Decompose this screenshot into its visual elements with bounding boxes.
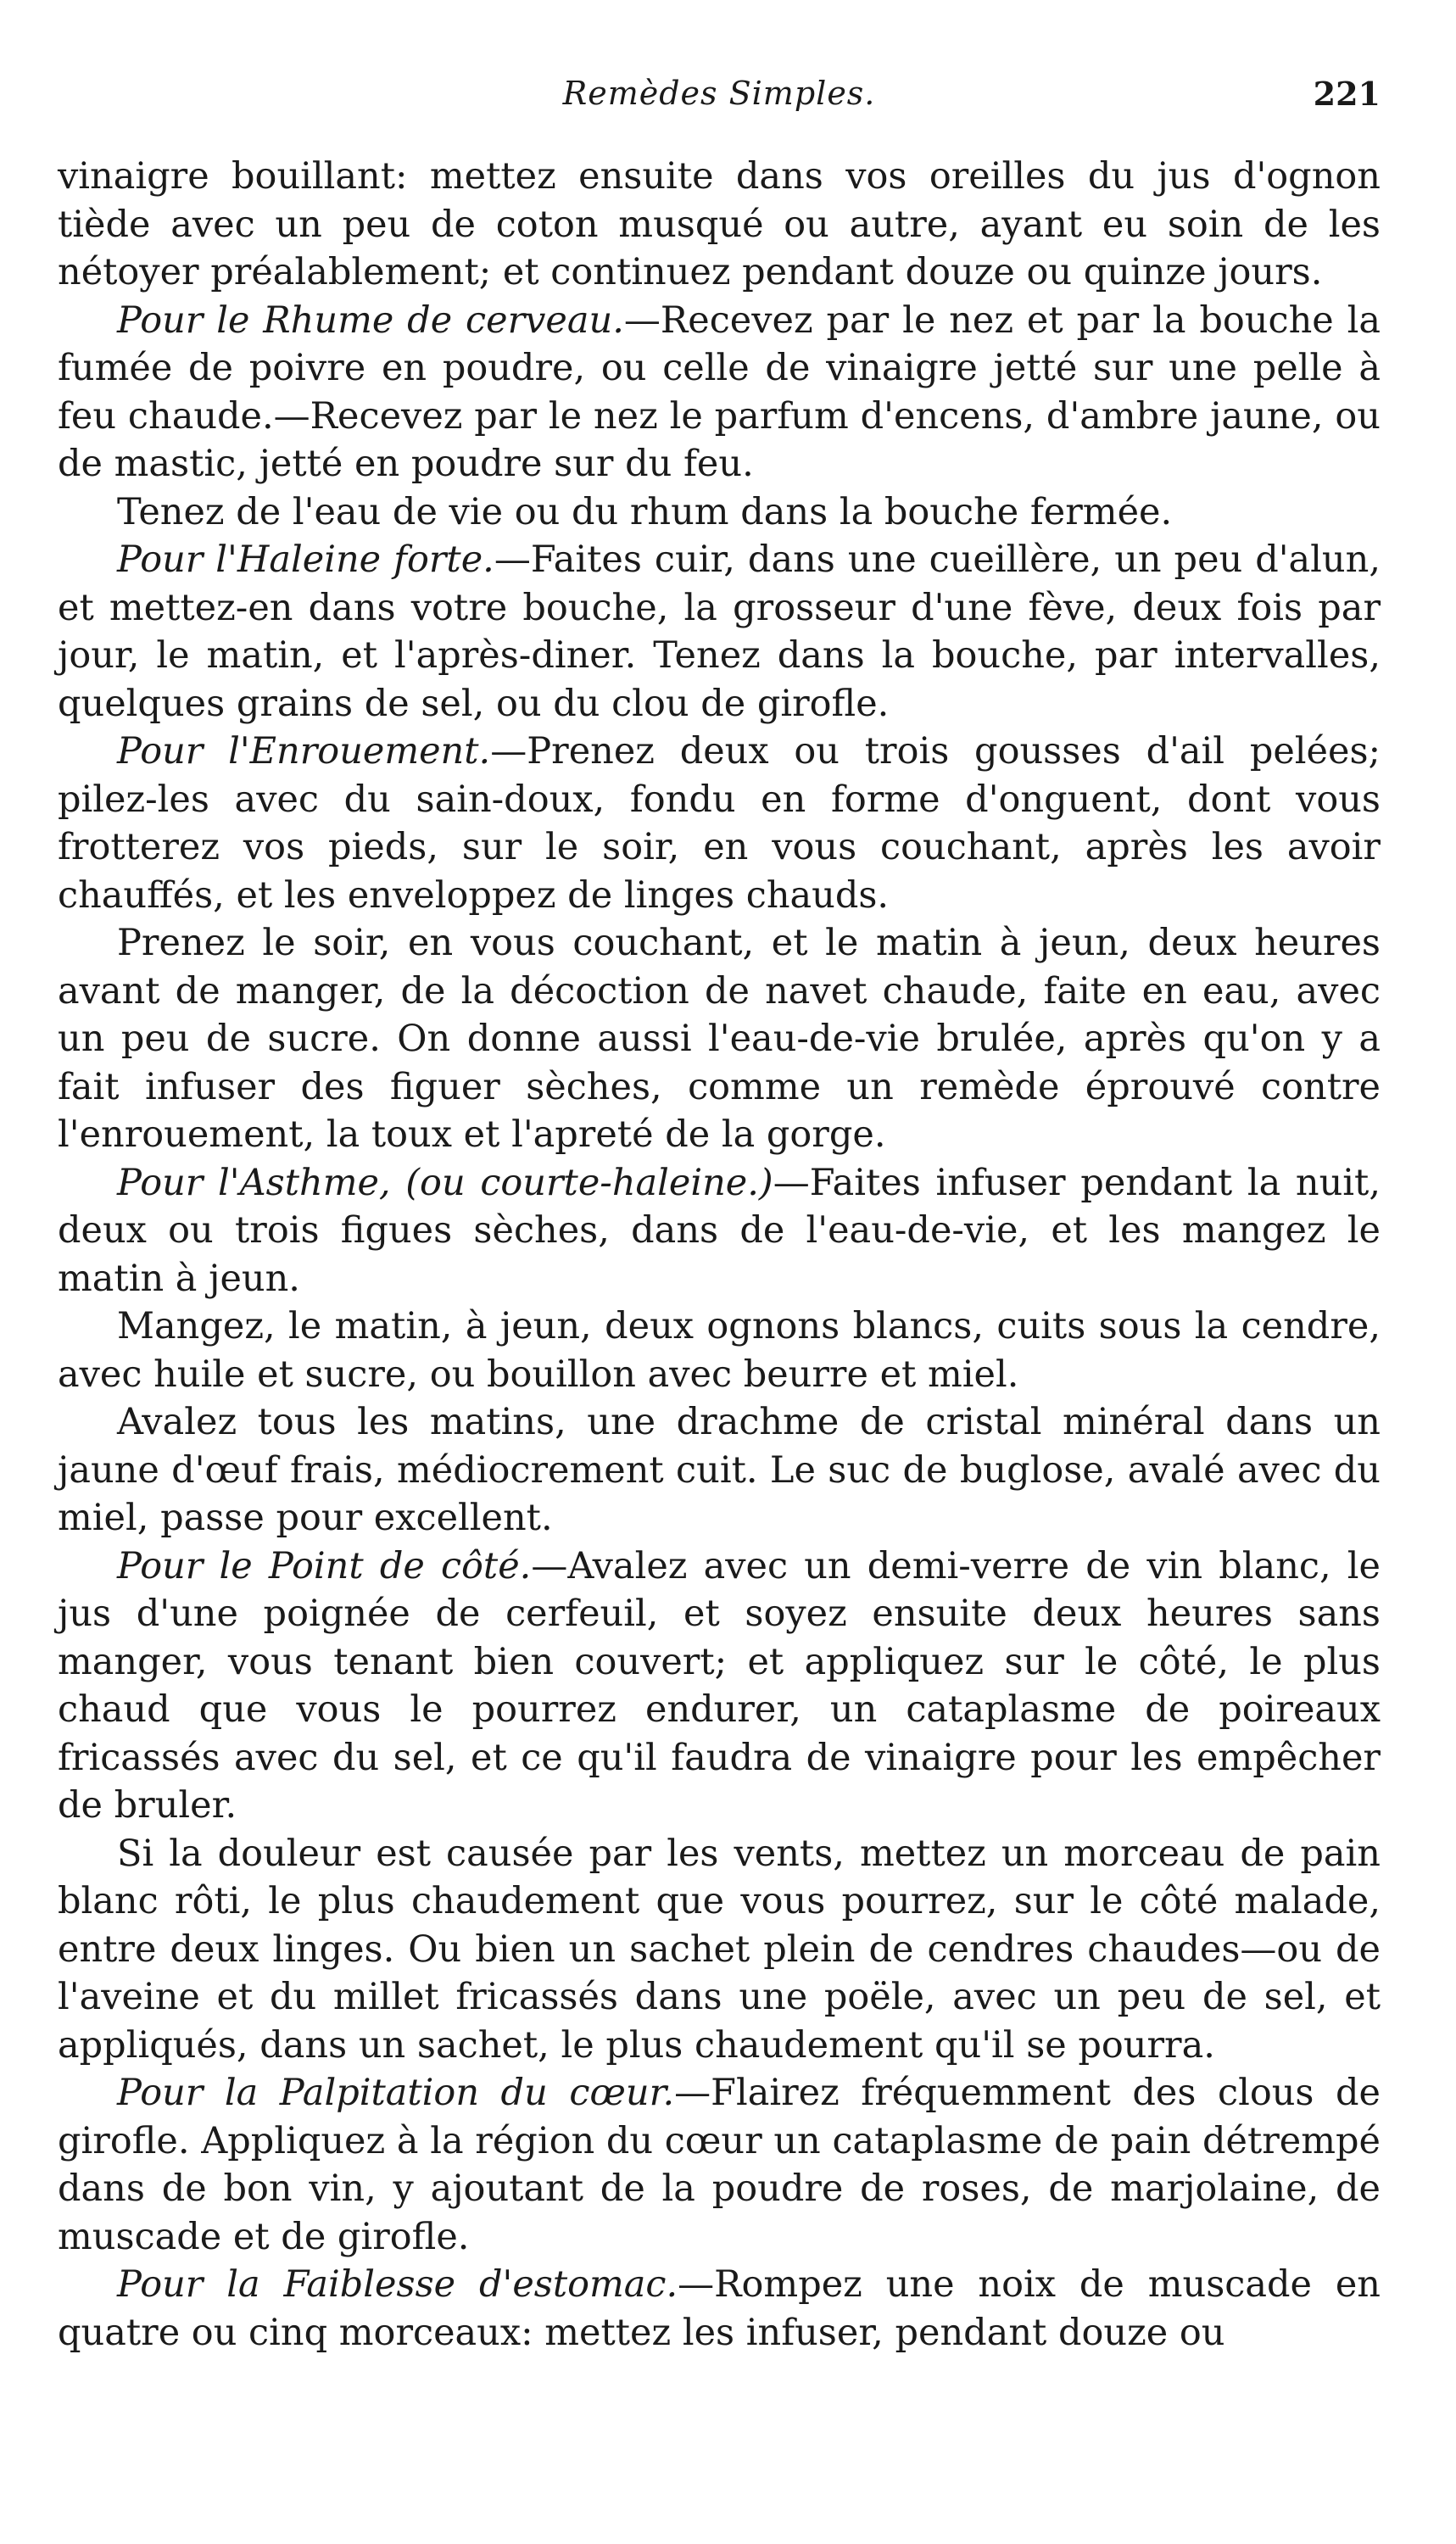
- paragraph-text: Si la douleur est causée par les vents, mettez un morceau de pain blanc rôti, le plus chaudement que vous pourrez, sur le côté malade, entre deux linges. Ou bien un sachet plein de cendres chaudes—ou de l'aveine et du millet fricassés dans une poële, avec un peu de sel, et appliqués, dans un sachet, le plus chaudement qu'il se pourra.: [58, 1832, 1381, 2067]
- paragraph: [58, 2261, 1381, 2357]
- paragraph-heading: Pour l'Asthme, (ou courte-haleine.): [117, 1161, 773, 1204]
- paragraph-text: Tenez de l'eau de vie ou du rhum dans la bouche fermée.: [117, 490, 1173, 533]
- paragraph-heading: Pour le Rhume de cerveau.: [117, 298, 624, 342]
- running-head: [58, 66, 1381, 134]
- paragraph-text: Avalez tous les matins, une drachme de cristal minéral dans un jaune d'œuf frais, médiocrement cuit. Le suc de buglose, avalé avec du miel, passe pour excellent.: [58, 1401, 1381, 1539]
- paragraph-text: Mangez, le matin, à jeun, deux ognons blancs, cuits sous la cendre, avec huile et sucre, ou bouillon avec beurre et miel.: [58, 1305, 1381, 1396]
- paragraph-text: —Flairez fréquemment des clous de girofle. Appliquez à la région du cœur un cataplasme de pain détrempé dans de bon vin, y ajoutant de la poudre de roses, de marjolaine, de muscade et de girofle.: [58, 2072, 1381, 2258]
- paragraph-heading: Pour l'Haleine forte.: [117, 538, 494, 581]
- paragraph-heading: Pour le Point de côté.: [117, 1544, 532, 1587]
- book-page: [58, 66, 1381, 2508]
- paragraph-text: vinaigre bouillant: mettez ensuite dans vos oreilles du jus d'ognon tiède avec un peu de coton musqué ou autre, ayant eu soin de les nétoyer préalablement; et continuez pendant douze ou quinze jours.: [58, 155, 1381, 293]
- paragraph: [58, 536, 1381, 728]
- paragraph-heading: Pour la Faiblesse d'estomac.: [117, 2263, 678, 2306]
- paragraph: [58, 153, 1381, 297]
- paragraph-text: —Avalez avec un demi-verre de vin blanc, le jus d'une poignée de cerfeuil, et soyez ensuite deux heures sans manger, vous tenant bien couvert; et appliquez sur le côté, le plus chaud que vous le pourrez endurer, un cataplasme de poireaux fricassés avec du sel, et ce qu'il faudra de vinaigre pour les empêcher de bruler.: [58, 1544, 1381, 1827]
- paragraph: [58, 488, 1381, 537]
- paragraph: [58, 1830, 1381, 2070]
- running-title: Remèdes Simples.: [562, 75, 876, 112]
- paragraph-text: —Faites cuir, dans une cueillère, un peu d'alun, et mettez-en dans votre bouche, la grosseur d'une fève, deux fois par jour, le matin, et l'après-diner. Tenez dans la bouche, par intervalles, quelques grains de sel, ou du clou de girofle.: [58, 538, 1381, 725]
- paragraph: [58, 2069, 1381, 2261]
- paragraph: [58, 1398, 1381, 1543]
- paragraph-text: —Faites infuser pendant la nuit, deux ou trois figues sèches, dans de l'eau-de-vie, et les mangez le matin à jeun.: [58, 1161, 1381, 1300]
- paragraph-text: —Prenez deux ou trois gousses d'ail pelées; pilez-les avec du sain-doux, fondu en forme d'onguent, dont vous frotterez vos pieds, sur le soir, en vous couchant, après les avoir chauffés, et les enveloppez de linges chauds.: [58, 730, 1381, 917]
- page-number: 221: [1313, 75, 1381, 113]
- paragraph: [58, 1543, 1381, 1830]
- paragraph: [58, 297, 1381, 488]
- body-text: [58, 153, 1381, 2357]
- paragraph: [58, 728, 1381, 919]
- paragraph-text: —Recevez par le nez et par la bouche la fumée de poivre en poudre, ou celle de vinaigre jetté sur une pelle à feu chaude.—Recevez par le nez le parfum d'encens, d'ambre jaune, ou de mastic, jetté en poudre sur du feu.: [58, 298, 1381, 485]
- paragraph: [58, 1303, 1381, 1398]
- paragraph-text: Prenez le soir, en vous couchant, et le matin à jeun, deux heures avant de manger, de la décoction de navet chaude, faite en eau, avec un peu de sucre. On donne aussi l'eau-de-vie brulée, après qu'on y a fait infuser des figuer sèches, comme un remède éprouvé contre l'enrouement, la toux et l'apreté de la gorge.: [58, 922, 1381, 1156]
- paragraph-heading: Pour la Palpitation du cœur.: [117, 2072, 675, 2114]
- paragraph-text: —Rompez une noix de muscade en quatre ou cinq morceaux: mettez les infuser, pendant douze ou: [58, 2263, 1381, 2354]
- paragraph-heading: Pour l'Enrouement.: [117, 730, 491, 773]
- paragraph: [58, 919, 1381, 1159]
- paragraph: [58, 1159, 1381, 1303]
